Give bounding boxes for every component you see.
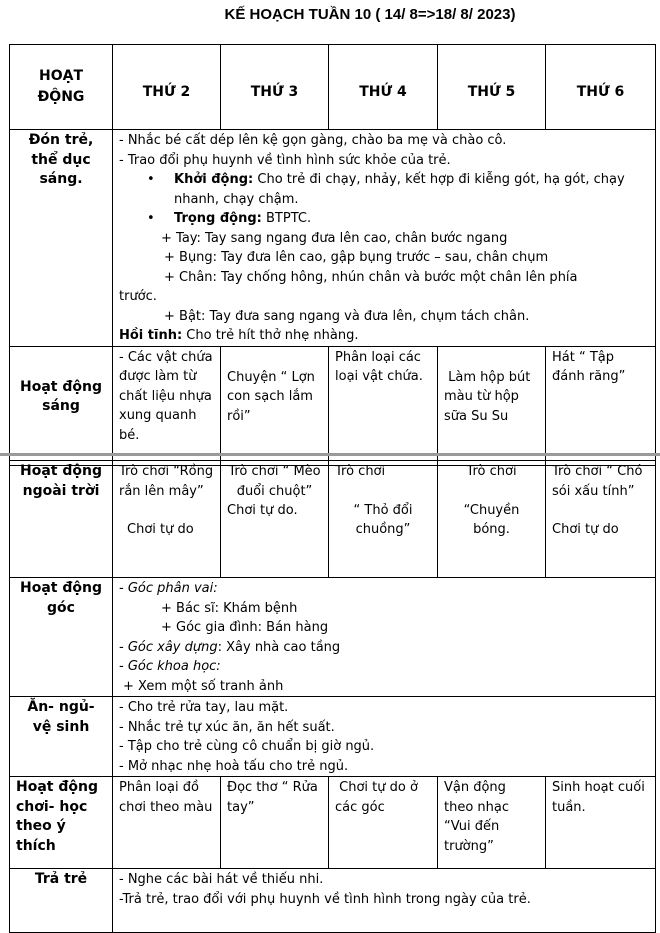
row-an-ngu: [10, 697, 656, 777]
exercise-chan: + Chân: Tay chống hông, nhún chân và bước một chân lên phía: [164, 269, 578, 285]
free-play: Chơi tự do: [127, 522, 194, 537]
page-title: KẾ HOẠCH TUẦN 10 ( 14/ 8=>18/ 8/ 2023): [224, 6, 516, 23]
hoi-tinh: [119, 326, 649, 346]
free-play: Chơi tự do: [552, 522, 619, 537]
goc-gia-dinh: + Góc gia đình: Bán hàng: [161, 620, 329, 635]
hd-sang-thu-2: - Các vật chứa được làm từ chất liệu nhựa xung quanh bé.: [113, 346, 221, 465]
khoi-dong-item: [119, 170, 649, 209]
game-name: Trò chơi “ Chó sói xấu tính”: [552, 464, 643, 499]
choi-hoc-thu-6: Sinh hoạt cuối tuần.: [546, 777, 656, 869]
exercise-chan-cont: trước.: [119, 289, 157, 304]
row-label-hoat-dong-sang: Hoạt động sáng: [10, 346, 113, 465]
row-label-don-tre: Đón trẻ, thể dục sáng.: [10, 130, 113, 347]
bullet-icon: •: [147, 172, 155, 187]
row-label-ngoai-troi: Hoạt động ngoài trời: [10, 461, 113, 578]
header-row: [10, 45, 656, 130]
hd-sang-thu-6: Hát “ Tập đánh răng”: [546, 346, 656, 465]
exercise-bung: + Bụng: Tay đưa lên cao, gập bụng trước – sau, chân chụm: [164, 250, 549, 265]
header-day-3: THỨ 3: [221, 45, 329, 130]
game-label: Trò chơi: [466, 464, 517, 479]
page-break-separator: [0, 453, 660, 456]
don-tre-content: [113, 130, 656, 347]
choi-hoc-thu-4: Chơi tự do ở các góc: [329, 777, 438, 869]
weekly-plan-table-part1: [9, 44, 656, 466]
goc-content: [113, 578, 656, 697]
ngoai-troi-thu-6: [546, 461, 656, 578]
header-day-5: THỨ 5: [438, 45, 546, 130]
don-tre-line-2: - Trao đổi phụ huynh về tình hình sức khỏe của trẻ.: [119, 152, 451, 168]
game-name: Trò chơi “ Mèo đuổi chuột”: [228, 464, 321, 499]
hd-sang-thu-5: Làm hộp bút màu từ hộp sữa Su Su: [438, 346, 546, 465]
row-label-choi-hoc: Hoạt động chơi- học theo ý thích: [10, 777, 113, 869]
goc-phan-vai: - Góc phân vai:: [119, 581, 218, 596]
goc-xay-dung-label: - Góc xây dựng: [119, 639, 218, 655]
row-label-goc: Hoạt động góc: [10, 578, 113, 697]
game-label: Trò chơi: [335, 464, 386, 479]
ngoai-troi-thu-4: [329, 461, 438, 578]
hd-sang-thu-4: Phân loại các loại vật chứa.: [329, 346, 438, 465]
row-ngoai-troi: [10, 461, 656, 578]
hd-sang-thu-3: Chuyện “ Lợn con sạch lắm rồi”: [221, 346, 329, 465]
goc-bac-si: + Bác sĩ: Khám bệnh: [161, 600, 298, 616]
row-choi-hoc: [10, 777, 656, 869]
choi-hoc-thu-2: Phân loại đồ chơi theo màu: [113, 777, 221, 869]
game-name: “Chuyền bóng.: [463, 502, 520, 537]
choi-hoc-thu-3: Đọc thơ “ Rửa tay”: [221, 777, 329, 869]
exercise-tay: + Tay: Tay sang ngang đưa lên cao, chân bước ngang: [161, 230, 508, 246]
goc-xay-dung: [119, 638, 649, 658]
ngoai-troi-thu-2: [113, 461, 221, 578]
ngoai-troi-thu-3: [221, 461, 329, 578]
choi-hoc-thu-5: Vận động theo nhạc “Vui đến trường”: [438, 777, 546, 869]
don-tre-line-1: - Nhắc bé cất dép lên kệ gọn gàng, chào ba mẹ và chào cô.: [119, 133, 507, 148]
trong-dong-text: BTPTC.: [261, 211, 312, 226]
an-ngu-line: - Cho trẻ rửa tay, lau mặt.: [119, 700, 289, 715]
header-day-2: THỨ 2: [113, 45, 221, 130]
header-day-6: THỨ 6: [546, 45, 656, 130]
game-name: “ Thỏ đổi chuồng”: [353, 502, 413, 537]
goc-xay-dung-text: : Xây nhà cao tầng: [217, 639, 341, 655]
row-hoat-dong-goc: [10, 578, 656, 697]
an-ngu-line: - Tập cho trẻ cùng cô chuẩn bị giờ ngủ.: [119, 739, 375, 754]
hoi-tinh-label: Hồi tĩnh:: [119, 328, 183, 343]
row-don-tre: [10, 130, 656, 347]
tra-tre-line: - Nghe các bài hát về thiếu nhi.: [119, 872, 324, 887]
an-ngu-line: - Nhắc trẻ tự xúc ăn, ăn hết suất.: [119, 719, 335, 735]
goc-tranh-anh: + Xem một số tranh ảnh: [123, 678, 284, 694]
tra-tre-content: [113, 869, 656, 933]
goc-khoa-hoc: - Góc khoa học:: [119, 659, 221, 674]
header-activity: HOẠT ĐỘNG: [10, 45, 113, 130]
an-ngu-line: - Mở nhạc nhẹ hoà tấu cho trẻ ngủ.: [119, 758, 349, 774]
row-tra-tre: [10, 869, 656, 933]
header-day-4: THỨ 4: [329, 45, 438, 130]
bullet-icon: •: [147, 211, 155, 226]
game-name: Trò chơi “Rồng rắn lên mây”: [119, 464, 214, 499]
row-hoat-dong-sang: [10, 346, 656, 465]
row-label-tra-tre: Trả trẻ: [10, 869, 113, 933]
hoi-tinh-text: Cho trẻ hít thở nhẹ nhàng.: [182, 328, 359, 343]
khoi-dong-label: Khởi động:: [174, 172, 254, 187]
exercise-bat: + Bật: Tay đưa sang ngang và đưa lên, chụm tách chân.: [164, 308, 530, 324]
trong-dong-label: Trọng động:: [174, 211, 262, 226]
row-label-an-ngu: Ăn- ngủ- vệ sinh: [10, 697, 113, 777]
free-play: Chơi tự do.: [227, 503, 298, 518]
khoi-dong-text: Cho trẻ đi chạy, nhảy, kết hợp đi kiễng gót, hạ gót, chạy nhanh, chạy chậm.: [174, 172, 625, 207]
trong-dong-item: [119, 209, 649, 229]
ngoai-troi-thu-5: [438, 461, 546, 578]
tra-tre-line: -Trả trẻ, trao đổi với phụ huynh về tình hình trong ngày của trẻ.: [119, 891, 531, 907]
an-ngu-content: [113, 697, 656, 777]
weekly-plan-table-part2: [9, 460, 656, 933]
